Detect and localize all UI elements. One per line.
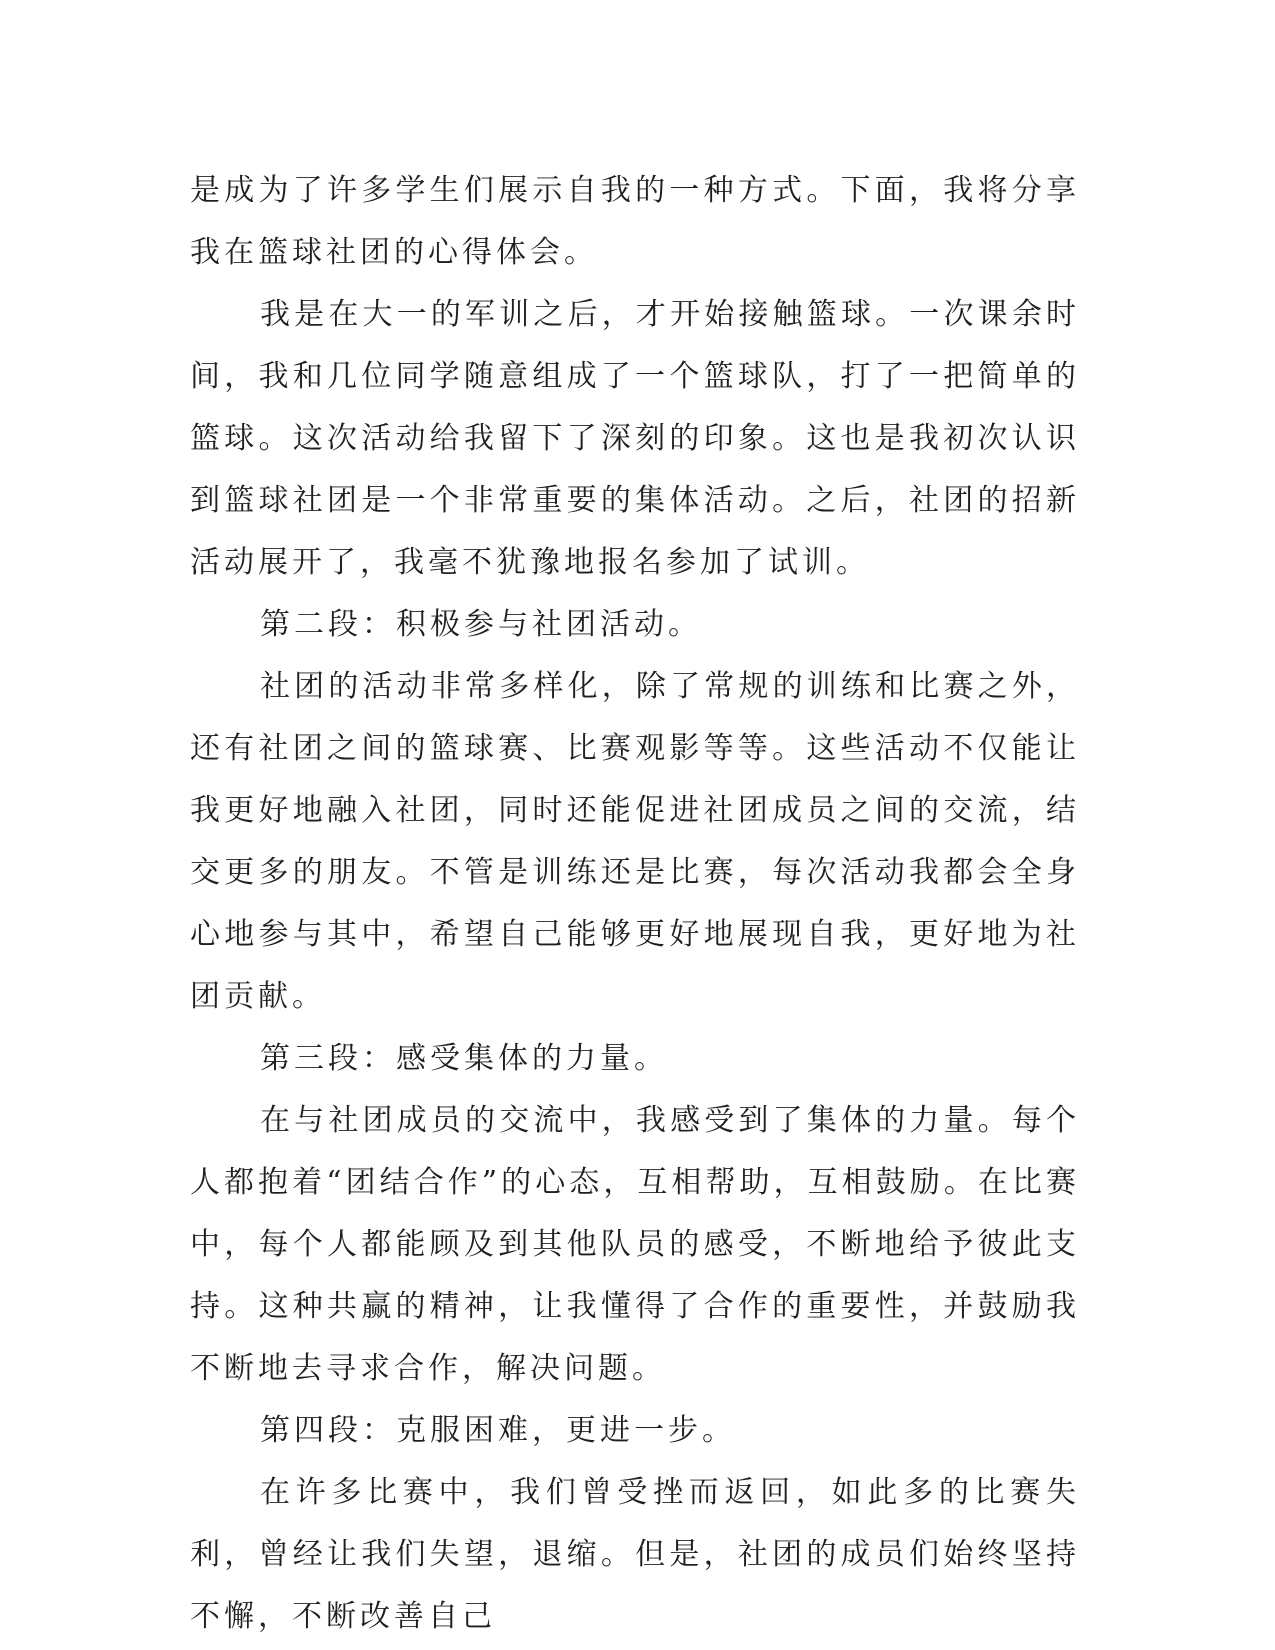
- document-body: [190, 160, 1080, 1648]
- paragraph-overcome-difficulty: 在许多比赛中，我们曾受挫而返回，如此多的比赛失利，曾经让我们失望，退缩。但是，社团的成员们始终坚持不懈，不断改善自己: [190, 1475, 1080, 1634]
- paragraph-first-contact: 我是在大一的军训之后，才开始接触篮球。一次课余时间，我和几位同学随意组成了一个篮球队，打了一把简单的篮球。这次活动给我留下了深刻的印象。这也是我初次认识到篮球社团是一个非常重要的集体活动。之后，社团的招新活动展开了，我毫不犹豫地报名参加了试训。: [190, 297, 1080, 580]
- paragraph-intro-continued: 是成为了许多学生们展示自我的一种方式。下面，我将分享我在篮球社团的心得体会。: [190, 173, 1080, 270]
- paragraph-collective-power: 在与社团成员的交流中，我感受到了集体的力量。每个人都抱着“团结合作”的心态，互相帮助，互相鼓励。在比赛中，每个人都能顾及到其他队员的感受，不断地给予彼此支持。这种共赢的精神，让我懂得了合作的重要性，并鼓励我不断地去寻求合作，解决问题。: [190, 1103, 1080, 1386]
- section-heading-4: 第四段：克服困难，更进一步。: [260, 1413, 736, 1448]
- paragraph-club-activities: 社团的活动非常多样化，除了常规的训练和比赛之外，还有社团之间的篮球赛、比赛观影等等。这些活动不仅能让我更好地融入社团，同时还能促进社团成员之间的交流，结交更多的朋友。不管是训练还是比赛，每次活动我都会全身心地参与其中，希望自己能够更好地展现自我，更好地为社团贡献。: [190, 669, 1080, 1014]
- section-heading-2: 第二段：积极参与社团活动。: [260, 607, 702, 642]
- section-heading-3: 第三段：感受集体的力量。: [260, 1041, 668, 1076]
